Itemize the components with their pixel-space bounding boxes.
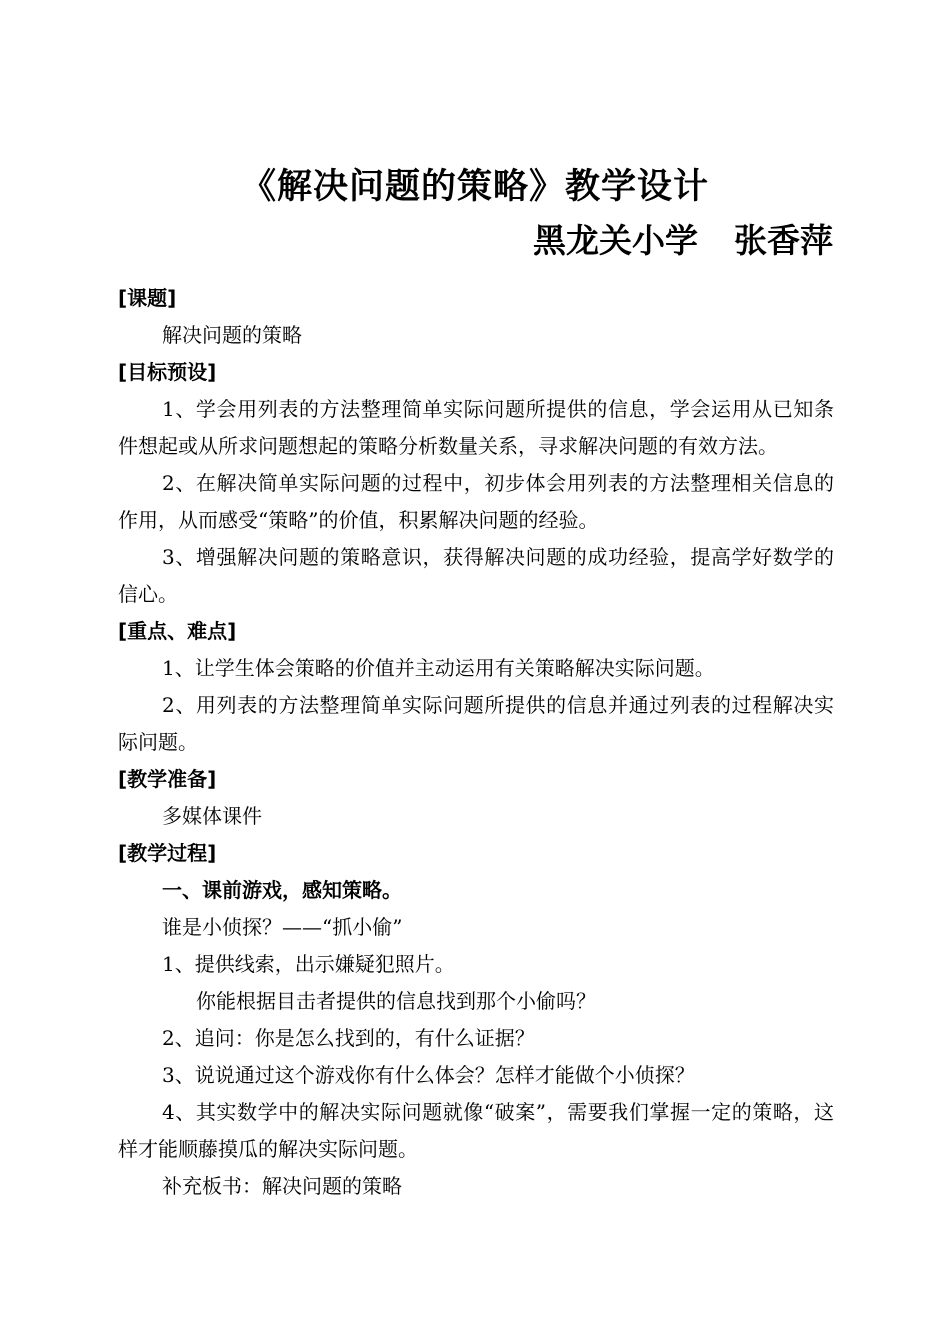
section-heading-preparation: [教学准备]: [118, 767, 217, 791]
process-board-note: 补充板书：解决问题的策略: [162, 1174, 402, 1198]
goal-item-1: 1、学会用列表的方法整理简单实际问题所提供的信息，学会运用从已知条件想起或从所求问题想起的策略分析数量关系，寻求解决问题的有效方法。: [118, 397, 834, 458]
author-school: 黑龙关小学: [533, 221, 698, 260]
process-step-1: 1、提供线索，出示嫌疑犯照片。: [162, 952, 455, 976]
goal-item-3: 3、增强解决问题的策略意识，获得解决问题的成功经验，提高学好数学的信心。: [118, 545, 834, 606]
topic-content: 解决问题的策略: [162, 323, 302, 347]
process-step-1-question: 你能根据目击者提供的信息找到那个小偷吗？: [196, 989, 596, 1013]
process-step-3: 3、说说通过这个游戏你有什么体会？怎样才能做个小侦探？: [162, 1063, 695, 1087]
process-step-4: 4、其实数学中的解决实际问题就像“破案”，需要我们掌握一定的策略，这样才能顺藤摸瓜的解决实际问题。: [118, 1100, 834, 1161]
process-part1-title: 一、课前游戏，感知策略。: [162, 878, 402, 902]
section-heading-process: [教学过程]: [118, 841, 217, 865]
section-heading-topic: [课题]: [118, 286, 177, 310]
process-game-intro: 谁是小侦探？——“抓小偷”: [162, 915, 403, 939]
key-point-item-2: 2、用列表的方法整理简单实际问题所提供的信息并通过列表的过程解决实际问题。: [118, 693, 834, 754]
preparation-content: 多媒体课件: [162, 804, 262, 828]
section-heading-key-points: [重点、难点]: [118, 619, 237, 643]
goal-item-2: 2、在解决简单实际问题的过程中，初步体会用列表的方法整理相关信息的作用，从而感受“策略”的价值，积累解决问题的经验。: [118, 471, 834, 532]
document-title: 《解决问题的策略》教学设计: [240, 167, 709, 207]
author-name: 张香萍: [734, 221, 833, 260]
section-heading-goals: [目标预设]: [118, 360, 217, 384]
process-step-2: 2、追问：你是怎么找到的，有什么证据？: [162, 1026, 535, 1050]
author-line: [533, 216, 833, 266]
key-point-item-1: 1、让学生体会策略的价值并主动运用有关策略解决实际问题。: [162, 656, 715, 680]
document-body: [118, 280, 834, 1205]
